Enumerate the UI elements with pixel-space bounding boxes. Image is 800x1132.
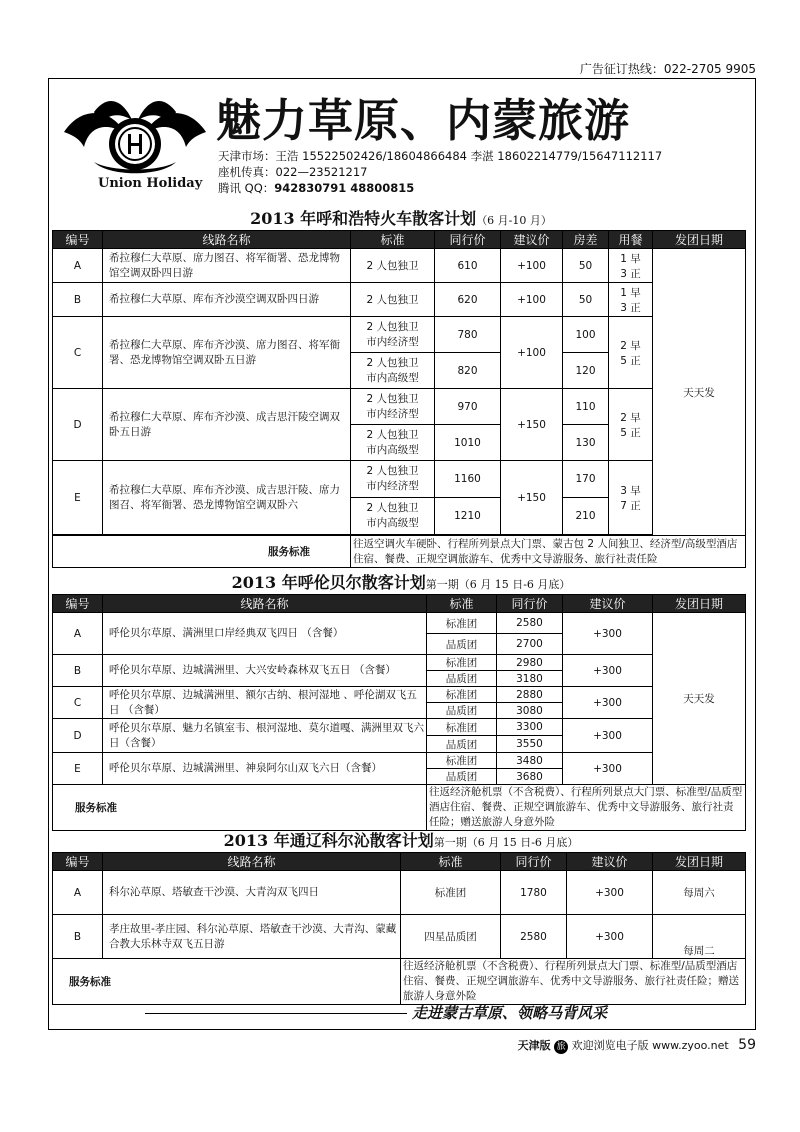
col-meal: 用餐	[609, 231, 653, 249]
service-row: 服务标准 往返经济舱机票（不含税费）、行程所列景点大门票、标准型/品质型酒店住宿、餐费、正规空调旅游车、优秀中文导游服务、旅行社责任险；赠送旅游人身意外险	[53, 785, 746, 831]
table-row: D 希拉穆仁大草原、库布齐沙漠、成吉思汗陵空调双卧五日游 2 人包独卫 市内经济型 970 +150 110 2 早 5 正	[53, 389, 746, 425]
table-row: D 呼伦贝尔草原、魅力名镇室韦、根河湿地、莫尔道嘎、满洲里双飞六日（含餐） 标准团 3300 +300	[53, 719, 746, 736]
table-row: A 呼伦贝尔草原、满洲里口岸经典双飞四日 （含餐） 标准团 2580 +300 天天发	[53, 613, 746, 634]
tongliao-table: 编号 线路名称 标准 同行价 建议价 发团日期 A 科尔沁草原、塔敏查干沙漠、大青沟双飞四日 标准团 1780 +300 每周六 B 孝庄故里-孝庄园、科尔沁草原、塔敏查干沙漠、大青沟、蒙藏合教大乐林寺双飞五日游 四星品质团 2580 +300 每周二 服务标准 往返经济舱机票（不含税费）、行程所列景点大门票、标准型/品质型酒店住宿、餐费、正规空调旅游车、优秀中文导游服务、旅行社责任险；赠送旅游人身意外险	[52, 852, 746, 1005]
table-row: 2 人包独卫 市内高级型 820 120	[53, 353, 746, 389]
col-route: 线路名称	[103, 231, 351, 249]
edition-label: 天津版	[517, 1039, 551, 1052]
travel-badge-icon: 旅	[554, 1040, 568, 1054]
table-row: C 希拉穆仁大草原、库布齐沙漠、席力图召、将军衙署、恐龙博物馆空调双卧五日游 2 人包独卫 市内经济型 780 +100 100 2 早 5 正	[53, 317, 746, 353]
col-departure: 发团日期	[653, 231, 746, 249]
contact-info	[218, 148, 662, 196]
page-number: 59	[738, 1037, 756, 1053]
table-row: B 希拉穆仁大草原、库布齐沙漠空调双卧四日游 2 人包独卫 620 +100 50 1 早 3 正	[53, 283, 746, 317]
slogan: 走进蒙古草原、领略马背风采	[412, 1004, 608, 1022]
table-row: E 呼伦贝尔草原、边城满洲里、神泉阿尔山双飞六日（含餐） 标准团 3480 +300	[53, 753, 746, 769]
service-row: 服务标准 往返空调火车硬卧、行程所列景点大门票、蒙古包 2 人间独卫、经济型/高级型酒店住宿、餐费、正规空调旅游车、优秀中文导游服务、旅行社责任险	[53, 536, 746, 568]
service-row: 服务标准 往返经济舱机票（不含税费）、行程所列景点大门票、标准型/品质型酒店住宿、餐费、正规空调旅游车、优秀中文导游服务、旅行社责任险；赠送旅游人身意外险	[53, 959, 746, 1005]
footer	[518, 1037, 756, 1054]
col-peer-price: 同行价	[435, 231, 501, 249]
table-row: 2 人包独卫 市内高级型 1210 210	[53, 498, 746, 535]
table-row: C 呼伦贝尔草原、边城满洲里、额尔古纳、根河湿地 、呼伦湖双飞五日 （含餐） 标准团 2880 +300	[53, 687, 746, 703]
section2-title: 2013 年呼伦贝尔散客计划第一期（6 月 15 日-6 月底）	[231, 573, 571, 592]
departure-cell: 天天发	[653, 613, 746, 785]
ad-hotline: 广告征订热线：022-2705 9905	[579, 62, 756, 76]
departure-cell: 天天发	[653, 249, 746, 536]
col-standard: 标准	[351, 231, 435, 249]
table-row: B 孝庄故里-孝庄园、科尔沁草原、塔敏查干沙漠、大青沟、蒙藏合教大乐林寺双飞五日游 四星品质团 2580 +300 每周二	[53, 915, 746, 959]
contact-qq: 腾讯 QQ：942830791 48800815	[218, 181, 415, 195]
contact-fax: 座机传真：022—23521217	[218, 165, 368, 179]
hulunbuir-table: 编号 线路名称 标准 同行价 建议价 发团日期 A 呼伦贝尔草原、满洲里口岸经典双飞四日 （含餐） 标准团 2580 +300 天天发 品质团 2700 B 呼伦贝尔草原、边城满洲里、大兴安岭森林双飞五日 （含餐） 标准团 2980 +300 品质团 3180 C 呼伦贝尔草原、边城满洲里、额尔古纳、根河湿地 、呼伦湖双飞五日 （含餐） 标准团 2880 +300 品质团 3080 D 呼伦贝尔草原、魅力名镇室韦、根河湿地、莫尔道嘎、满洲里双飞六日（含餐） 标准团 3300 +300 品质团 3550 E 呼伦贝尔草原、边城满洲里、神泉阿尔山双飞六日（含餐） 标准团 3480 +300 品质团 3680 服务标准 往返经济舱机票（不含税费）、行程所列景点大门票、标准型/品质型酒店住宿、餐费、正规空调旅游车、优秀中文导游服务、旅行社责任险；赠送旅游人身意外险	[52, 594, 746, 831]
col-id: 编号	[53, 231, 103, 249]
col-room-diff: 房差	[563, 231, 609, 249]
slogan-divider	[145, 1013, 407, 1014]
table-row: B 呼伦贝尔草原、边城满洲里、大兴安岭森林双飞五日 （含餐） 标准团 2980 +300	[53, 655, 746, 671]
table-row: 2 人包独卫 市内高级型 1010 130	[53, 425, 746, 461]
table-row: A 科尔沁草原、塔敏查干沙漠、大青沟双飞四日 标准团 1780 +300 每周六	[53, 871, 746, 915]
section1-title: 2013 年呼和浩特火车散客计划（6 月-10 月）	[250, 209, 552, 228]
logo-text: Union Holiday	[98, 176, 203, 191]
section3-title: 2013 年通辽科尔沁散客计划第一期（6 月 15 日-6 月底）	[223, 831, 579, 850]
hohhot-train-table	[52, 230, 746, 568]
table-row: E 希拉穆仁大草原、库布齐沙漠、成吉思汗陵、席力图召、将军衙署、恐龙博物馆空调双卧六 2 人包独卫 市内经济型 1160 +150 170 3 早 7 正	[53, 461, 746, 498]
contact-market: 天津市场：王浩 15522502426/18604866484 李湛 18602214779/15647112117	[218, 149, 663, 163]
table-row: A 希拉穆仁大草原、席力图召、将军衙署、恐龙博物馆空调双卧四日游 2 人包独卫 610 +100 50 1 早 3 正 天天发	[53, 249, 746, 283]
col-suggest-price: 建议价	[501, 231, 563, 249]
website-link[interactable]: 欢迎浏览电子版 www.zyoo.net	[571, 1039, 729, 1052]
page-headline: 魅力草原、内蒙旅游	[216, 94, 631, 147]
